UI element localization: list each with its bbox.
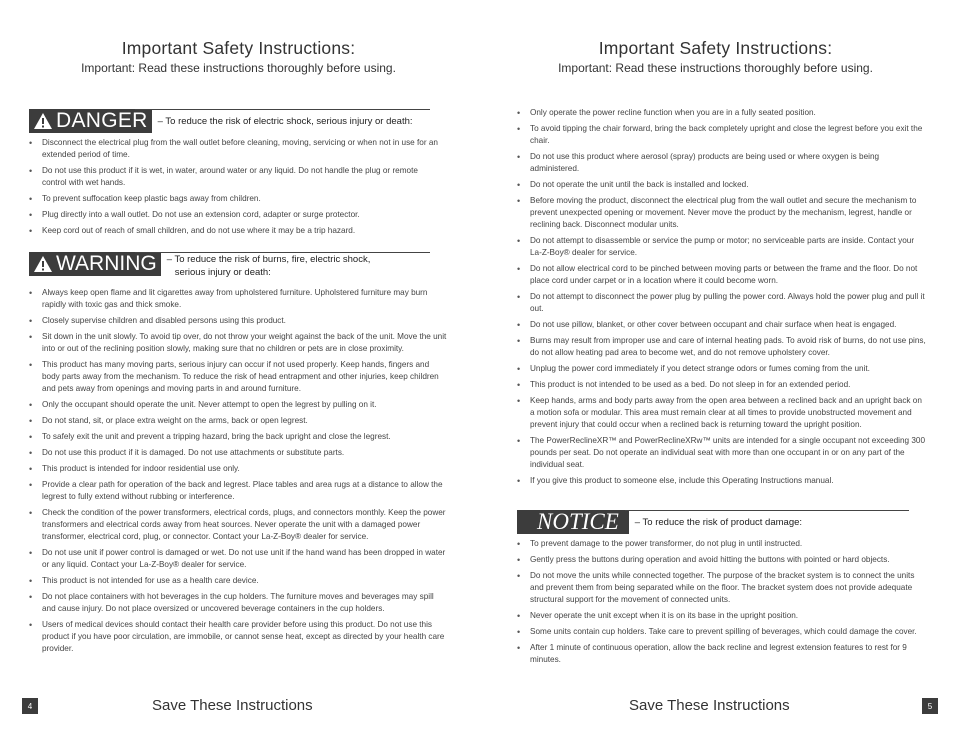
list-item: • This product is intended for indoor residential use only.	[29, 463, 449, 475]
list-item: • To prevent suffocation keep plastic bags away from children.	[29, 193, 439, 205]
list-item: • Do not place containers with hot beverages in the cup holders. The furniture moves and beverages may spill and cause injury. Do not place oversized or uncovered beverage containers in the cup holders.	[29, 591, 449, 615]
warning-rule	[135, 252, 430, 253]
warning-label: WARNING	[56, 252, 157, 275]
list-item: • Do not move the units while connected together. The purpose of the bracket system is to connect the units and prevent them from being separated while on the floor. The bracket system does not provide adequate structural support for the movement of connected units.	[517, 570, 927, 606]
list-item: • Closely supervise children and disabled persons using this product.	[29, 315, 449, 327]
danger-description: – To reduce the risk of electric shock, serious injury or death:	[157, 116, 413, 127]
footer-save-instructions: Save These Instructions	[629, 697, 790, 714]
list-item: • Disconnect the electrical plug from the wall outlet before cleaning, moving, servicing or when not in use for an extended period of time.	[29, 137, 439, 161]
danger-label: DANGER	[56, 109, 148, 132]
list-item: • Some units contain cup holders. Take care to prevent spilling of beverages, which could damage the cover.	[517, 626, 927, 638]
warning-badge	[29, 252, 161, 276]
list-item: • Do not use unit if power control is damaged or wet. Do not use unit if the hand wand has been dropped in water or any liquid. Contact your La-Z-Boy® dealer for service.	[29, 547, 449, 571]
notice-header	[517, 510, 802, 534]
danger-badge	[29, 109, 152, 133]
list-item: • Always keep open flame and lit cigarettes away from upholstered furniture. Upholstered furniture may burn rapidly with toxic gas and thick smoke.	[29, 287, 449, 311]
list-item: • Do not use this product if it is wet, in water, around water or any liquid. Do not handle the plug or remote control with wet hands.	[29, 165, 439, 189]
notice-list	[517, 538, 927, 670]
right-safety-list	[517, 107, 927, 491]
list-item: • The PowerReclineXR™ and PowerReclineXRw™ units are intended for a single occupant not exceeding 300 pounds per seat. Do not operate an individual seat with more than one occupant in or on any part of the individual seat.	[517, 435, 927, 471]
list-item: • This product is not intended to be used as a bed. Do not sleep in for an extended period.	[517, 379, 927, 391]
list-item: • After 1 minute of continuous operation, allow the back recline and legrest extension features to rest for 9 minutes.	[517, 642, 927, 666]
danger-list	[29, 137, 439, 241]
danger-header	[29, 109, 413, 133]
list-item: • Only the occupant should operate the unit. Never attempt to open the legrest by pulling on it.	[29, 399, 449, 411]
list-item: • Do not use pillow, blanket, or other cover between occupant and chair surface when heat is engaged.	[517, 319, 927, 331]
list-item: • Check the condition of the power transformers, electrical cords, plugs, and connectors monthly. Keep the power transformers and electrical cords away from heat sources. Never operate the unit with a damaged power transformer, electrical cord, plug, or connector. Contact your La-Z-Boy® dealer for service.	[29, 507, 449, 543]
notice-description: – To reduce the risk of product damage:	[634, 517, 803, 528]
page-title: Important Safety Instructions:	[121, 38, 356, 58]
danger-rule	[135, 109, 430, 110]
warning-description-line2: serious injury or death:	[174, 267, 271, 278]
list-item: • This product has many moving parts, serious injury can occur if not used properly. Keep hands, fingers and body parts away from the mechanism. To reduce the risk of head entrapment and other injuries, keep children and pets away from openings and moving parts in and around furniture.	[29, 359, 449, 395]
list-item: • Do not operate the unit until the back is installed and locked.	[517, 179, 927, 191]
warning-triangle-icon	[33, 112, 53, 130]
list-item: • Plug directly into a wall outlet. Do not use an extension cord, adapter or surge protector.	[29, 209, 439, 221]
list-item: • Sit down in the unit slowly. To avoid tip over, do not throw your weight against the back of the unit. Move the unit into or out of the reclining position slowly, making sure that no children or pets are in close proximity.	[29, 331, 449, 355]
right-page	[477, 0, 954, 738]
list-item: • To safely exit the unit and prevent a tripping hazard, bring the back upright and close the legrest.	[29, 431, 449, 443]
warning-header	[29, 252, 370, 276]
page-title: Important Safety Instructions:	[598, 38, 833, 58]
list-item: • Before moving the product, disconnect the electrical plug from the wall outlet and secure the mechanism to prevent unexpected opening or movement. Never move the product by the mechanism, legrest, handle or reclining back. Disconnect modular units.	[517, 195, 927, 231]
list-item: • Gently press the buttons during operation and avoid hitting the buttons with pointed or hard objects.	[517, 554, 927, 566]
warning-description-line1: – To reduce the risk of burns, fire, electric shock,	[166, 254, 371, 265]
list-item: • Do not attempt to disconnect the power plug by pulling the power cord. Always hold the power plug and pull it out.	[517, 291, 927, 315]
list-item: • Keep cord out of reach of small children, and do not use where it may be a trip hazard.	[29, 225, 439, 237]
list-item: • Unplug the power cord immediately if you detect strange odors or fumes coming from the unit.	[517, 363, 927, 375]
notice-badge: NOTICE	[517, 510, 629, 534]
list-item: • Burns may result from improper use and care of internal heating pads. To avoid risk of burns, do not use pins, do not allow heating pad area to become wet, and do not remove upholstery cover.	[517, 335, 927, 359]
page-subtitle: Important: Read these instructions thoroughly before using.	[81, 61, 396, 75]
warning-triangle-icon	[33, 255, 53, 273]
warning-description	[167, 253, 371, 279]
list-item: • To avoid tipping the chair forward, bring the back completely upright and close the legrest before you exit the chair.	[517, 123, 927, 147]
list-item: • If you give this product to someone else, include this Operating Instructions manual.	[517, 475, 927, 487]
page-number: 4	[22, 698, 38, 714]
page-subtitle: Important: Read these instructions thoroughly before using.	[558, 61, 873, 75]
footer-save-instructions: Save These Instructions	[152, 697, 313, 714]
list-item: • To prevent damage to the power transformer, do not plug in until instructed.	[517, 538, 927, 550]
page-number: 5	[922, 698, 938, 714]
list-item: • Do not stand, sit, or place extra weight on the arms, back or open legrest.	[29, 415, 449, 427]
list-item: • Only operate the power recline function when you are in a fully seated position.	[517, 107, 927, 119]
list-item: • Do not attempt to disassemble or service the pump or motor; no serviceable parts are inside. Contact your La-Z-Boy® dealer for service.	[517, 235, 927, 259]
list-item: • Provide a clear path for operation of the back and legrest. Place tables and area rugs at a distance to allow the legrest to fully extend without rubbing or interference.	[29, 479, 449, 503]
notice-rule	[625, 510, 909, 511]
list-item: • Users of medical devices should contact their health care provider before using this product. Do not use this product if you have poor circulation, are immobile, or cannot sense heat, except as directed by your health care provider.	[29, 619, 449, 655]
list-item: • This product is not intended for use as a health care device.	[29, 575, 449, 587]
list-item: • Do not allow electrical cord to be pinched between moving parts or between the frame and the floor. Do not place cord under carpet or in a location where it could become worn.	[517, 263, 927, 287]
list-item: • Do not use this product if it is damaged. Do not use attachments or substitute parts.	[29, 447, 449, 459]
list-item: • Keep hands, arms and body parts away from the open area between a reclined back and an upright back on a motion sofa or modular. This area must remain clear at all times to provide unobstructed movement and prevent injury that could occur when a reclined back is returning toward the upright position.	[517, 395, 927, 431]
list-item: • Do not use this product where aerosol (spray) products are being used or where oxygen is being administered.	[517, 151, 927, 175]
list-item: • Never operate the unit except when it is on its base in the upright position.	[517, 610, 927, 622]
warning-list	[29, 287, 449, 659]
